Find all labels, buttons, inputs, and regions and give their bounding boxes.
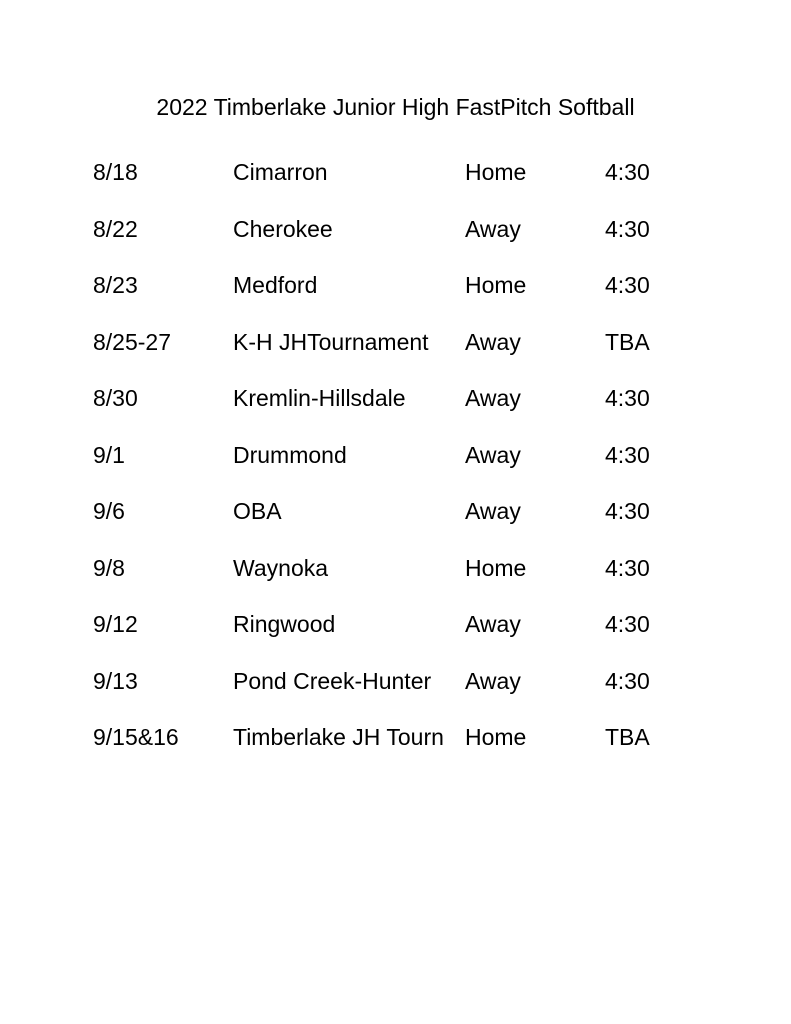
schedule-table — [93, 155, 733, 777]
game-location: Away — [465, 215, 521, 242]
game-time: 4:30 — [605, 498, 650, 524]
game-time: 4:30 — [605, 159, 650, 185]
game-time: 4:30 — [605, 385, 650, 411]
game-date: 8/22 — [93, 215, 138, 242]
game-location: Away — [465, 611, 521, 637]
schedule-row — [93, 551, 733, 608]
game-opponent: Drummond — [233, 441, 347, 468]
game-time: TBA — [605, 724, 650, 750]
game-location: Away — [465, 667, 521, 694]
schedule-row — [93, 494, 733, 551]
game-opponent: Kremlin-Hillsdale — [233, 385, 406, 411]
game-date: 9/8 — [93, 554, 125, 581]
game-date: 8/23 — [93, 272, 138, 298]
game-time: 4:30 — [605, 667, 650, 694]
game-location: Home — [465, 159, 527, 185]
game-date: 8/18 — [93, 159, 138, 185]
game-date: 9/12 — [93, 611, 138, 637]
game-opponent: Cherokee — [233, 215, 333, 242]
game-location: Away — [465, 328, 521, 355]
game-time: TBA — [605, 328, 650, 355]
game-opponent: Waynoka — [233, 554, 329, 581]
game-date: 9/1 — [93, 441, 125, 468]
game-opponent: Medford — [233, 272, 318, 298]
game-date: 9/15&16 — [93, 724, 179, 750]
game-time: 4:30 — [605, 215, 650, 242]
game-location: Home — [465, 554, 527, 581]
schedule-row — [93, 381, 733, 438]
game-location: Home — [465, 724, 527, 750]
game-location: Away — [465, 498, 521, 524]
schedule-row — [93, 325, 733, 382]
game-time: 4:30 — [605, 611, 650, 637]
game-location: Away — [465, 385, 521, 411]
game-opponent: Pond Creek-Hunter — [233, 667, 432, 694]
game-opponent: Ringwood — [233, 611, 336, 637]
game-date: 8/30 — [93, 385, 138, 411]
schedule-row — [93, 212, 733, 269]
schedule-row — [93, 720, 733, 777]
schedule-row — [93, 664, 733, 721]
schedule-row — [93, 155, 733, 212]
game-time: 4:30 — [605, 441, 650, 468]
game-opponent: K-H JHTournament — [233, 328, 429, 355]
schedule-row — [93, 607, 733, 664]
game-opponent: Timberlake JH Tourn — [233, 724, 444, 750]
schedule-row — [93, 268, 733, 325]
game-date: 9/6 — [93, 498, 125, 524]
schedule-row — [93, 438, 733, 495]
game-location: Home — [465, 272, 527, 298]
game-date: 9/13 — [93, 667, 138, 694]
game-date: 8/25-27 — [93, 328, 172, 355]
game-opponent: Cimarron — [233, 159, 328, 185]
game-location: Away — [465, 441, 521, 468]
game-time: 4:30 — [605, 554, 650, 581]
game-time: 4:30 — [605, 272, 650, 298]
page-title: 2022 Timberlake Junior High FastPitch Softball — [156, 94, 635, 120]
game-opponent: OBA — [233, 498, 282, 524]
